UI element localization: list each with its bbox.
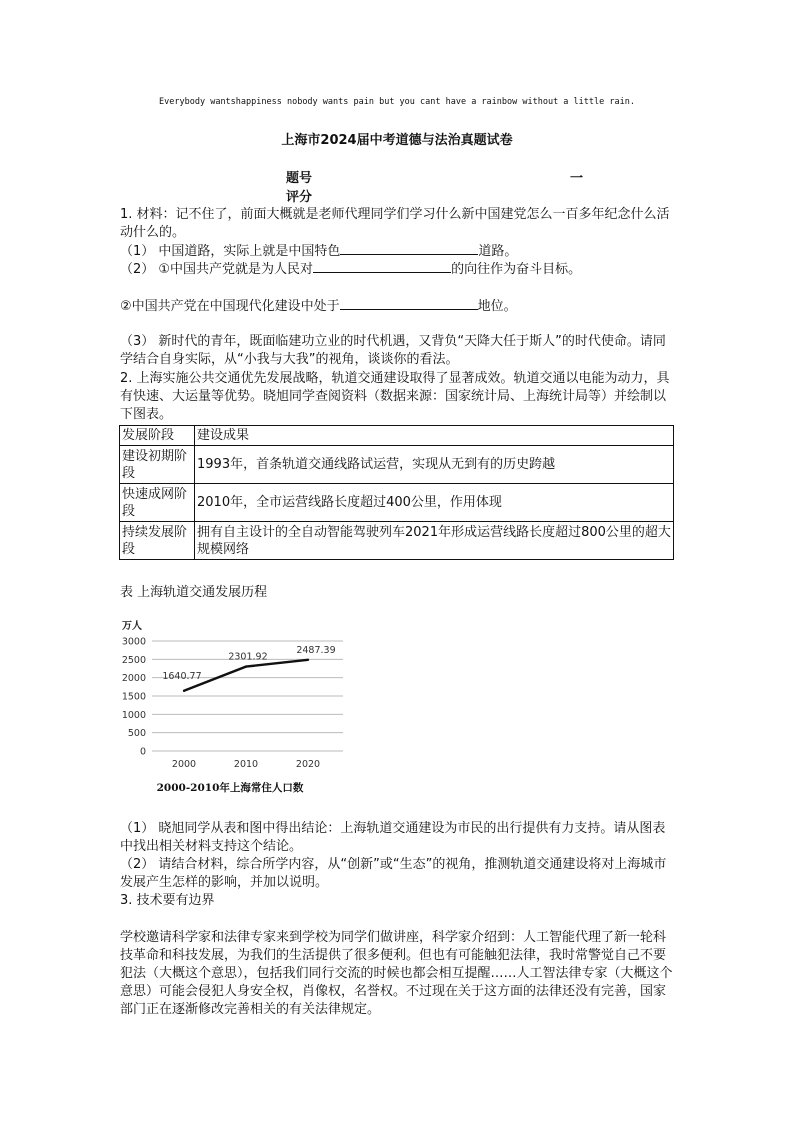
y-tick-label: 3000 [121,636,146,648]
data-point [183,690,185,692]
data-label: 2301.92 [228,651,268,663]
table-header-cell: 建设成果 [195,426,674,446]
table-caption: 表 上海轨道交通发展历程 [120,585,268,600]
development-table [119,425,674,560]
x-tick-label: 2010 [233,759,259,770]
q1-sub1-blank[interactable] [340,242,478,255]
table-cell-stage: 建设初期阶段 [120,446,195,484]
q2-sub2: （2） 请结合材料，综合所学内容，从“创新”或“生态”的视角，推测轨道交通建设将对上海城市发展产生怎样的影响，并加以说明。 [120,857,667,890]
y-tick-label: 500 [127,728,146,740]
q2-intro: 2. 上海实施公共交通优先发展战略，轨道交通建设取得了显著成效。轨道交通以电能为动力，具有快速、大运量等优势。晓旭同学查阅资料（数据来源：国家统计局、上海统计局等）并绘制以下图表。 [120,371,670,422]
q1-sub2b-blank[interactable] [340,297,478,310]
series-line [184,660,308,691]
y-tick-label: 2000 [121,673,146,685]
page-title: 上海市2024届中考道德与法治真题试卷 [281,133,513,148]
table-cell-stage: 快速成网阶段 [120,484,195,522]
q1-sub2-post: 的向往作为奋斗目标。 [451,262,582,277]
table-cell-result: 2010年，全市运营线路长度超过400公里，作用体现 [195,484,674,522]
population-chart [118,617,348,807]
q1-sub2b [120,297,676,316]
q1-sub1-post: 道路。 [478,244,518,259]
question-number-label: 题号 [286,171,313,186]
q2-sub1: （1） 晓旭同学从表和图中得出结论：上海轨道交通建设为市民的出行提供有力支持。请从图表中找出相关材料支持这个结论。 [120,821,666,854]
data-point [307,659,309,661]
q1-intro: 1. 材料：记不住了，前面大概就是老师代理同学们学习什么新中国建党怎么一百多年纪念什么活动什么的。 [120,207,670,240]
q1-sub2b-post: 地位。 [477,299,517,314]
question-number-one: 一 [570,171,584,186]
table-cell-result: 1993年，首条轨道交通线路试运营，实现从无到有的历史跨越 [195,446,674,484]
y-tick-label: 2500 [121,654,146,666]
data-label: 1640.77 [162,670,202,682]
table-cell-stage: 持续发展阶段 [120,522,195,560]
q3-body: 学校邀请科学家和法律专家来到学校为同学们做讲座，科学家介绍到：人工智能代理了新一轮科技革命和科技发展，为我们的生活提供了很多便利。但也有可能触犯法律，我时常警觉自己不要犯法（大概这个意思），包括我们同行交流的时候也都会相互提醒……人工智法律专家（大概这个意思）可能会侵犯人身安全权，肖像权，名誉权。不过现在关于这方面的法律还没有完善，国家部门正在逐渐修改完善相关的有关法律规定。 [120,930,673,1017]
table-row [120,446,674,484]
q1-sub2-pre: （2） ①中国共产党就是为人民对 [120,262,314,277]
header-motto: Everybody wantshappiness nobody wants pain but you cant have a rainbow without a little rain. [159,97,635,107]
q1-sub1 [120,242,676,261]
x-tick-label: 2020 [295,759,321,770]
table-header-cell: 发展阶段 [120,426,195,446]
x-tick-label: 2000 [171,759,197,770]
q3-title: 3. 技术要有边界 [120,893,215,908]
q1-sub1-pre: （1） 中国道路，实际上就是中国特色 [120,244,341,259]
table-row [120,484,674,522]
chart-title: 2000-2010年上海常住人口数 [156,782,304,794]
y-tick-label: 1000 [121,709,146,721]
table-row [120,522,674,560]
q1-sub3: （3） 新时代的青年，既面临建功立业的时代机遇，又背负“天降大任于斯人”的时代使命。请同学结合自身实际，从“小我与大我”的视角，谈谈你的看法。 [120,334,666,367]
y-tick-label: 1500 [121,691,146,703]
q1-sub2 [120,260,676,279]
table-header-row [120,426,674,446]
q1-sub2b-pre: ②中国共产党在中国现代化建设中处于 [120,299,340,314]
y-axis-unit-label: 万人 [122,621,142,632]
y-tick-label: 0 [139,746,146,758]
population-line-chart [118,617,348,807]
table-cell-result: 拥有自主设计的全自动智能驾驶列车2021年形成运营线路长度超过800公里的超大规模网络 [195,522,674,560]
q1-sub2-blank[interactable] [313,260,451,273]
data-label: 2487.39 [296,644,336,656]
score-label: 评分 [286,190,313,205]
data-point [245,665,247,667]
